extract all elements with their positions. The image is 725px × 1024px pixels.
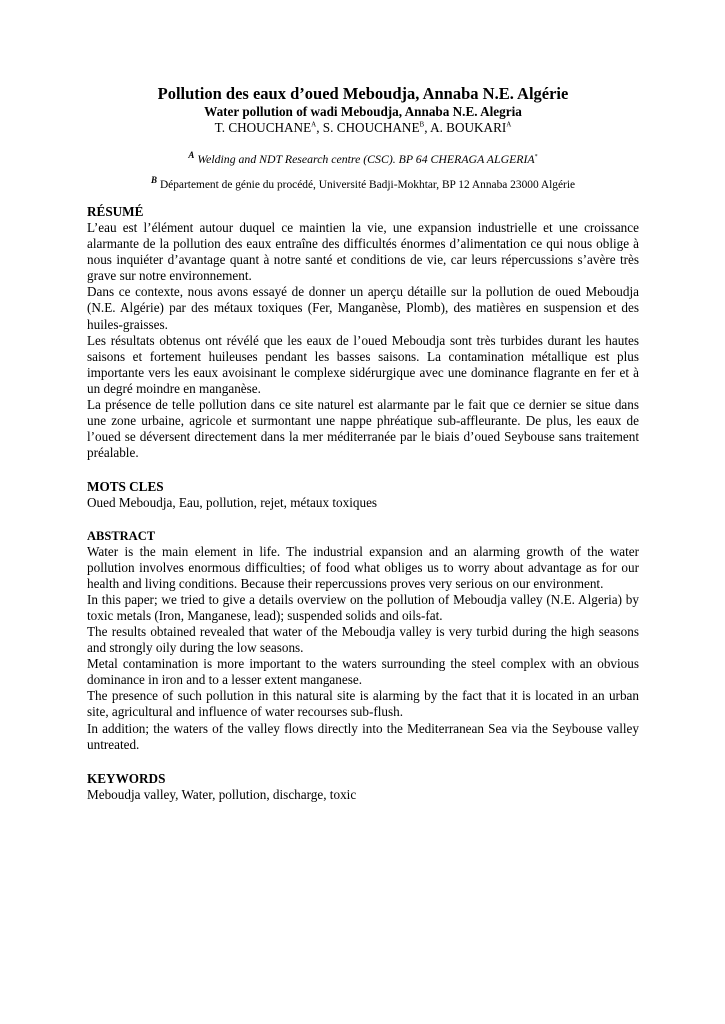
author-name: T. CHOUCHANE [214,120,312,135]
keywords-text: Meboudja valley, Water, pollution, discharge, toxic [87,786,357,802]
author-separator: , [424,120,431,135]
abstract-paragraph: The results obtained revealed that water of the Meboudja valley is very turbid during the high seasons and strongly oily during the low seasons. [87,623,639,656]
paper-page [87,84,639,803]
resume-paragraph: Dans ce contexte, nous avons essayé de donner un aperçu détaille sur la pollution de oued Meboudja (N.E. Algérie) par des métaux toxiques (Fer, Manganèse, Plomb), des matières en suspension et des huiles-graisses. [87,284,639,332]
resume-body [87,220,639,461]
author-name: A. BOUKARI [430,120,507,135]
affiliation-b [87,175,639,192]
abstract-paragraph: Water is the main element in life. The industrial expansion and an alarming growth of the water pollution involves enormous difficulties; of food what obliges us to worry about advantage as for our health and living conditions. Because their repercussions proves very serious on our environment. [87,543,639,591]
abstract-paragraph: In addition; the waters of the valley flows directly into the Mediterranean Sea via the Seybouse valley untreated. [87,720,639,752]
paper-subtitle: Water pollution of wadi Meboudja, Annaba N.E. Alegria [204,104,522,119]
abstract-paragraph: The presence of such pollution in this natural site is alarming by the fact that it is located in an urban site, agricultural and influence of water recourses sub-flush. [87,688,639,720]
resume-paragraph: Les résultats obtenus ont révélé que les eaux de l’oued Meboudja sont très turbides durant les hautes saisons et fortement huileuses pendant les basses saisons. La contamination métallique est plus importante vers les eaux avoisinant le complexe sidérurgique avec une dominance flagrante en fer et à un degré moindre en manganèse. [87,332,639,396]
abstract-body [87,544,639,753]
abstract-paragraph: In this paper; we tried to give a details overview on the pollution of Meboudja valley (N.E. Algeria) by toxic metals (Iron, Manganese, lead); suspended solids and oils-fat. [87,591,639,623]
author-list [87,120,639,136]
affiliation-mark: B [150,175,157,186]
mots-cles-heading: MOTS CLES [87,479,164,495]
affiliation-a [87,152,639,166]
affiliation-trailing-mark: * [534,154,538,161]
affiliation-text: Welding and NDT Research centre (CSC). BP 64 CHERAGA ALGERIA [197,152,535,166]
author-affiliation-mark: A [506,120,512,129]
mots-cles-text: Oued Meboudja, Eau, pollution, rejet, métaux toxiques [87,495,378,511]
abstract-heading: ABSTRACT [87,528,156,543]
resume-paragraph: La présence de telle pollution dans ce site naturel est alarmante par le fait que ce dernier se situe dans une zone urbaine, agricole et surmontant une nappe phréatique sub-affleurante. De plus, les eaux de l’oued se déversent directement dans la mer méditerranée par le biais d’oued Seybouse sans traitement préalable. [87,397,639,461]
author-affiliation-mark: A [311,120,317,129]
author-name: S. CHOUCHANE [322,120,420,135]
affiliation-text: Département de génie du procédé, Université Badji-Mokhtar, BP 12 Annaba 23000 Algérie [159,179,576,191]
affiliation-mark: A [188,150,195,161]
author-affiliation-mark: B [419,120,425,129]
keywords-heading: KEYWORDS [87,770,166,786]
resume-heading: RÉSUMÉ [87,204,144,219]
paper-title: Pollution des eaux d’oued Meboudja, Annaba N.E. Algérie [157,84,569,103]
resume-paragraph: L’eau est l’élément autour duquel ce maintien la vie, une expansion industrielle et une croissance alarmante de la pollution des eaux entraîne des difficultés énormes d’alimentation ce qui nous oblige à nous inquiéter d’avantage quant à notre santé et conditions de vie, car leurs répercussions s’avère très grave sur notre environnement. [87,220,639,284]
abstract-paragraph: Metal contamination is more important to the waters surrounding the steel complex with an obvious dominance in iron and to a lesser extent manganese. [87,656,639,688]
author-separator: , [316,120,323,135]
